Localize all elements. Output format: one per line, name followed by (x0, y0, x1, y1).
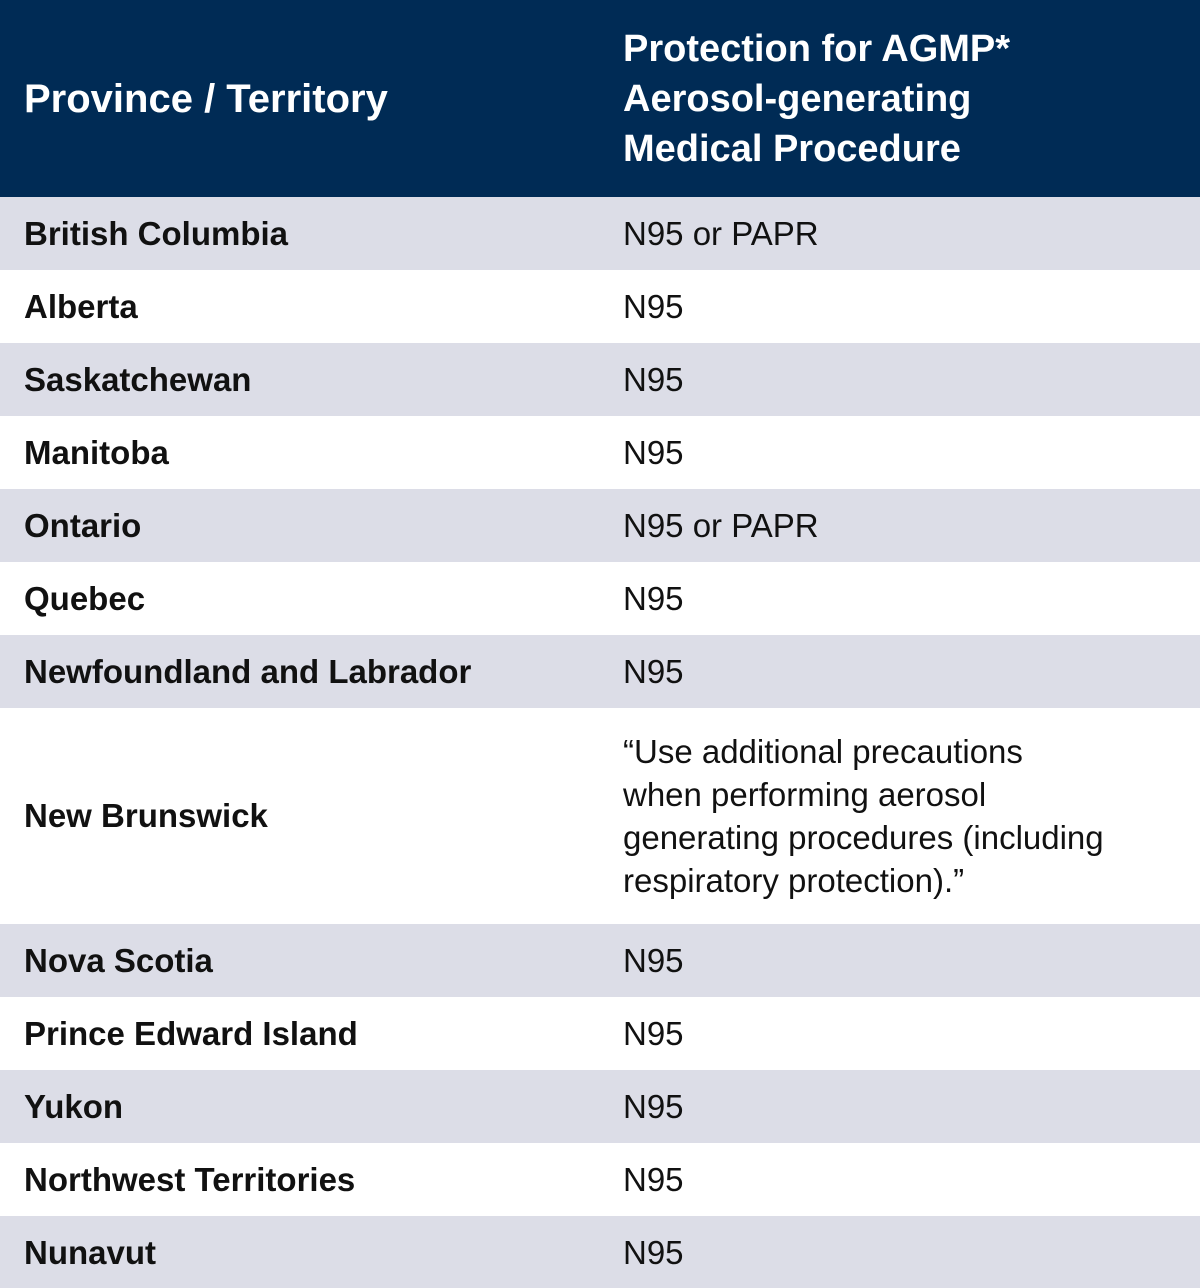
protection-line: when performing aerosol (623, 776, 987, 813)
protection-cell: N95 (623, 1015, 684, 1052)
table-row (0, 1216, 1200, 1288)
protection-line: “Use additional precautions (623, 733, 1023, 770)
table-row (0, 924, 1200, 997)
table-row (0, 1143, 1200, 1216)
header-protection-line1: Protection for AGMP* (623, 27, 1011, 70)
table-header (0, 0, 1200, 197)
province-cell: Newfoundland and Labrador (24, 652, 472, 690)
protection-line: generating procedures (including (623, 819, 1104, 856)
header-protection-line3: Medical Procedure (623, 127, 961, 170)
province-cell: Ontario (24, 506, 142, 544)
table-row (0, 562, 1200, 635)
province-cell: New Brunswick (24, 797, 268, 834)
table-row (0, 489, 1200, 562)
protection-cell: N95 (623, 288, 684, 325)
header-province: Province / Territory (24, 76, 388, 121)
table-row (0, 1070, 1200, 1143)
province-cell: Northwest Territories (24, 1160, 356, 1198)
protection-cell: N95 (623, 942, 684, 979)
table-row (0, 197, 1200, 270)
protection-cell (600, 730, 1200, 902)
province-cell: Quebec (24, 579, 146, 617)
province-cell: Manitoba (24, 433, 169, 471)
province-cell: Yukon (24, 1087, 124, 1125)
protection-cell: N95 (623, 361, 684, 398)
province-cell: British Columbia (24, 214, 289, 252)
province-cell: Nova Scotia (24, 941, 213, 979)
protection-cell: N95 (623, 434, 684, 471)
province-cell: Prince Edward Island (24, 1014, 358, 1052)
protection-cell: N95 (623, 1234, 684, 1271)
province-cell: Nunavut (24, 1233, 156, 1271)
header-protection-line2: Aerosol-generating (623, 77, 972, 120)
table-row (0, 635, 1200, 708)
province-cell: Alberta (24, 287, 138, 325)
table-row (0, 416, 1200, 489)
protection-cell: N95 (623, 580, 684, 617)
protection-cell: N95 (623, 1088, 684, 1125)
protection-cell: N95 (623, 1161, 684, 1198)
table-row (0, 708, 1200, 924)
table-row (0, 270, 1200, 343)
header-protection (600, 24, 1200, 174)
protection-cell: N95 (623, 653, 684, 690)
protection-cell: N95 or PAPR (623, 215, 819, 252)
table-row (0, 343, 1200, 416)
protection-line: respiratory protection).” (623, 862, 965, 899)
province-cell: Saskatchewan (24, 360, 252, 398)
table-row (0, 997, 1200, 1070)
protection-cell: N95 or PAPR (623, 507, 819, 544)
